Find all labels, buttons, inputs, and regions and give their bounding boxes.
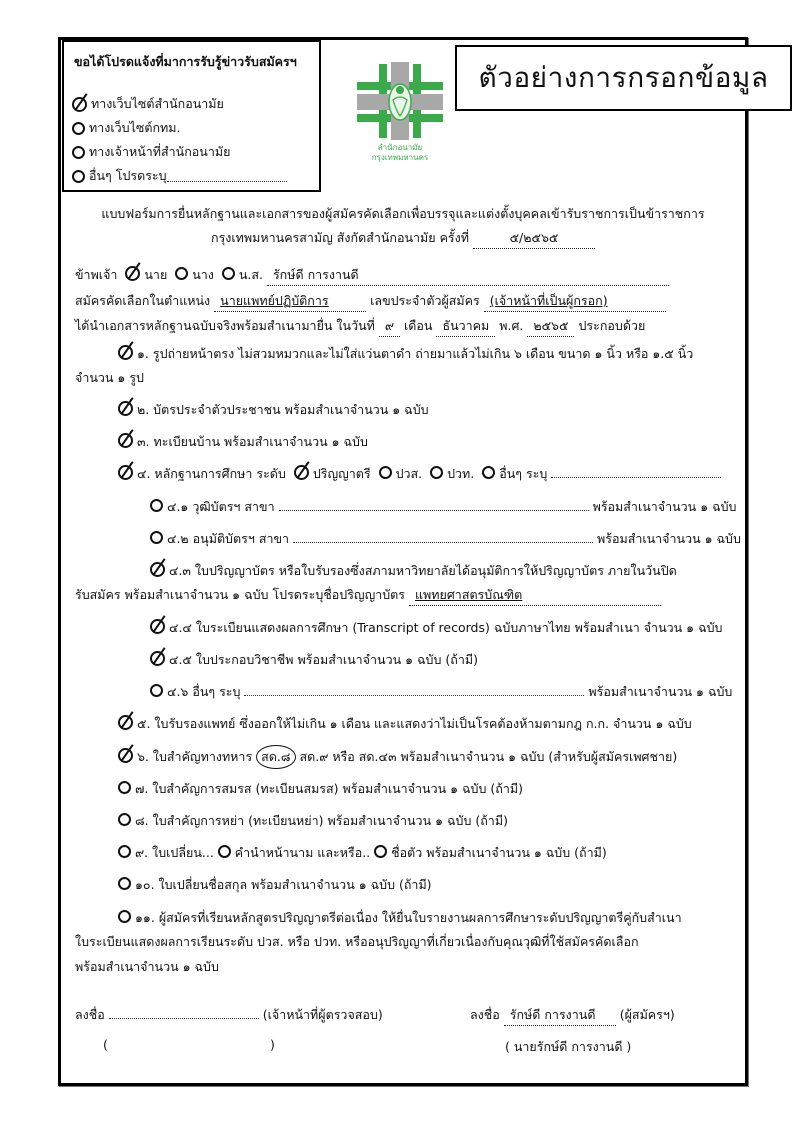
checked-circle-icon: [118, 715, 133, 730]
checked-circle-icon: [150, 562, 165, 577]
officer-name-close: ): [270, 1037, 275, 1052]
item-8[interactable]: ๘. ใบสำคัญการหย่า (ทะเบียนหย่า) พร้อมสำเนาจำนวน ๑ ฉบับ (ถ้ามี): [118, 811, 508, 831]
item-1-cont: จำนวน ๑ รูป: [75, 370, 144, 385]
item-9[interactable]: ๙. ใบเปลี่ยน... คำนำหน้านาม และหรือ.. ชื่อตัว พร้อมสำเนาจำนวน ๑ ฉบับ (ถ้ามี): [118, 843, 607, 863]
other-source-field[interactable]: [167, 171, 287, 182]
checked-circle-icon: [118, 748, 133, 763]
other-level-field[interactable]: [551, 467, 721, 478]
officer-signature-field[interactable]: [109, 1008, 259, 1019]
checked-circle-icon[interactable]: [294, 465, 309, 480]
item-11-cont1: ใบระเบียนแสดงผลการเรียนระดับ ปวส. หรือ ปวท. หรืออนุปริญญาที่เกี่ยวเนื่องกับคุณวุฒิที่ใช้สมัครคัดเลือก: [75, 934, 639, 949]
source-option-bma-health-website[interactable]: ทางเว็บไซต์สำนักอนามัย: [72, 94, 224, 114]
form-heading-line1: แบบฟอร์มการยื่นหลักฐานและเอกสารของผู้สมัครคัดเลือกเพื่อบรรจุและแต่งตั้งบุคคลเข้ารับราชการเป็นข้าราชการ: [101, 206, 705, 221]
checked-circle-icon: [118, 345, 133, 360]
checked-circle-icon: [72, 97, 87, 112]
item-4-3-cont: รับสมัคร พร้อมสำเนาจำนวน ๑ ฉบับ โปรดระบุชื่อปริญญาบัตร แพทยศาสตรบัณฑิต: [75, 585, 661, 606]
item-4-5[interactable]: ๔.๕ ใบประกอบวิชาชีพ พร้อมสำเนาจำนวน ๑ ฉบับ (ถ้ามี): [150, 650, 478, 670]
checked-circle-icon: [118, 465, 133, 480]
empty-circle-icon[interactable]: [175, 267, 188, 280]
checked-circle-icon: [118, 401, 133, 416]
item-5[interactable]: ๕. ใบรับรองแพทย์ ซึ่งออกให้ไม่เกิน ๑ เดือน และแสดงว่าไม่เป็นโรคต้องห้ามตามกฎ ก.ก. จำนวน ๑ ฉบับ: [118, 714, 692, 734]
empty-circle-icon: [118, 813, 131, 826]
applicant-name-field[interactable]: รักษ์ดี การงานดี: [267, 265, 669, 286]
other-doc-field[interactable]: [244, 685, 584, 696]
year-field[interactable]: ๒๕๖๕: [527, 316, 574, 337]
empty-circle-icon[interactable]: [222, 267, 235, 280]
empty-circle-icon: [72, 122, 85, 135]
sample-title-banner: [455, 45, 792, 111]
item-6[interactable]: ๖. ใบสำคัญทางทหาร สด.๘ สด.๙ หรือ สด.๔๓ พร้อมสำเนาจำนวน ๑ ฉบับ (สำหรับผู้สมัครเพศชาย): [118, 745, 677, 769]
bangkok-health-logo: [355, 58, 445, 162]
health-cross-icon: [355, 58, 445, 162]
applicant-signature-field[interactable]: รักษ์ดี การงานดี: [504, 1005, 616, 1026]
checked-circle-icon: [118, 433, 133, 448]
applicant-id-field[interactable]: (เจ้าหน้าที่เป็นผู้กรอก): [484, 291, 666, 312]
round-field[interactable]: ๕/๒๕๖๕: [473, 228, 595, 249]
item-10[interactable]: ๑๐. ใบเปลี่ยนชื่อสกุล พร้อมสำเนาจำนวน ๑ ฉบับ (ถ้ามี): [118, 875, 432, 895]
submission-date-row: ได้นำเอกสารหลักฐานฉบับจริงพร้อมสำเนามายื่น ในวันที่ ๙ เดือน ธันวาคม พ.ศ. ๒๕๖๕ ประกอบด้วย: [75, 316, 645, 337]
circled-selection[interactable]: สด.๘: [256, 745, 295, 769]
checked-circle-icon[interactable]: [125, 266, 140, 281]
diploma-field[interactable]: [279, 500, 589, 511]
item-2[interactable]: ๒. บัตรประจำตัวประชาชน พร้อมสำเนาจำนวน ๑ ฉบับ: [118, 400, 429, 420]
position-field[interactable]: นายแพทย์ปฏิบัติการ: [214, 291, 366, 312]
empty-circle-icon: [150, 684, 163, 697]
checked-circle-icon: [150, 651, 165, 666]
empty-circle-icon: [118, 910, 131, 923]
empty-circle-icon[interactable]: [374, 845, 387, 858]
empty-circle-icon[interactable]: [218, 845, 231, 858]
item-3[interactable]: ๓. ทะเบียนบ้าน พร้อมสำเนาจำนวน ๑ ฉบับ: [118, 432, 368, 452]
empty-circle-icon: [118, 845, 131, 858]
item-1[interactable]: ๑. รูปถ่ายหน้าตรง ไม่สวมหมวกและไม่ใส่แว่นตาดำ ถ่ายมาแล้วไม่เกิน ๖ เดือน ขนาด ๑ นิ้ว หรือ ๑.๕ นิ้ว: [118, 344, 693, 364]
applicant-printed-name: ( นายรักษ์ดี การงานดี ): [505, 1039, 632, 1054]
empty-circle-icon[interactable]: [430, 466, 443, 479]
empty-circle-icon: [72, 146, 85, 159]
item-11[interactable]: ๑๑. ผู้สมัครที่เรียนหลักสูตรปริญญาตรีต่อเนื่อง ให้ยื่นใบรายงานผลการศึกษาระดับปริญญาตรีคู่กับสำเนา: [118, 908, 682, 928]
sample-title: ตัวอย่างการกรอกข้อมูล: [478, 61, 769, 94]
empty-circle-icon: [72, 170, 85, 183]
item-4-3[interactable]: ๔.๓ ใบปริญญาบัตร หรือใบรับรองซึ่งสภามหาวิทยาลัยได้อนุมัติการให้ปริญญาบัตร ภายในวันปิด: [150, 561, 677, 581]
officer-signature-row: ลงชื่อ (เจ้าหน้าที่ผู้ตรวจสอบ): [75, 1007, 383, 1022]
position-row: สมัครคัดเลือกในตำแหน่ง นายแพทย์ปฏิบัติการ เลขประจำตัวผู้สมัคร (เจ้าหน้าที่เป็นผู้กรอก): [75, 291, 666, 312]
form-heading-line2: กรุงเทพมหานครสามัญ สังกัดสำนักอนามัย ครั้งที่ ๕/๒๕๖๕: [58, 228, 748, 249]
item-4[interactable]: ๔. หลักฐานการศึกษา ระดับ ปริญญาตรี ปวส. ปวท. อื่นๆ ระบุ: [118, 464, 721, 484]
month-field[interactable]: ธันวาคม: [436, 316, 495, 337]
item-7[interactable]: ๗. ใบสำคัญการสมรส (ทะเบียนสมรส) พร้อมสำเนาจำนวน ๑ ฉบับ (ถ้ามี): [118, 779, 523, 799]
source-option-health-officer[interactable]: ทางเจ้าหน้าที่สำนักอนามัย: [72, 142, 230, 162]
applicant-signature-row: ลงชื่อ รักษ์ดี การงานดี (ผู้สมัครฯ): [470, 1005, 675, 1026]
svg-text:กรุงเทพมหานคร: กรุงเทพมหานคร: [371, 153, 429, 162]
news-source-box: [62, 40, 321, 192]
certificate-field[interactable]: [293, 532, 593, 543]
checked-circle-icon: [150, 619, 165, 634]
empty-circle-icon: [118, 877, 131, 890]
empty-circle-icon: [150, 531, 163, 544]
item-4-2[interactable]: ๔.๒ อนุมัติบัตรฯ สาขา พร้อมสำเนาจำนวน ๑ ฉบับ: [150, 529, 741, 549]
officer-name-open: (: [103, 1037, 108, 1052]
day-field[interactable]: ๙: [379, 316, 400, 337]
source-option-other[interactable]: อื่นๆ โปรดระบุ: [72, 166, 287, 186]
applicant-name-row: ข้าพเจ้า นาย นาง น.ส. รักษ์ดี การงานดี: [75, 265, 669, 286]
news-source-title: ขอได้โปรดแจ้งที่มาการรับรู้ข่าวรับสมัครฯ: [74, 54, 297, 69]
source-option-bma-website[interactable]: ทางเว็บไซต์กทม.: [72, 118, 181, 138]
empty-circle-icon: [150, 499, 163, 512]
item-11-cont2: พร้อมสำเนาจำนวน ๑ ฉบับ: [75, 959, 219, 974]
degree-name-field[interactable]: แพทยศาสตรบัณฑิต: [409, 585, 661, 606]
svg-text:สำนักอนามัย: สำนักอนามัย: [377, 143, 423, 152]
empty-circle-icon: [118, 781, 131, 794]
item-4-6[interactable]: ๔.๖ อื่นๆ ระบุ พร้อมสำเนาจำนวน ๑ ฉบับ: [150, 682, 732, 702]
item-4-4[interactable]: ๔.๔ ใบระเบียนแสดงผลการศึกษา (Transcript of records) ฉบับภาษาไทย พร้อมสำเนา จำนวน ๑ ฉบับ: [150, 618, 722, 638]
empty-circle-icon[interactable]: [482, 466, 495, 479]
empty-circle-icon[interactable]: [379, 466, 392, 479]
item-4-1[interactable]: ๔.๑ วุฒิบัตรฯ สาขา พร้อมสำเนาจำนวน ๑ ฉบับ: [150, 497, 737, 517]
